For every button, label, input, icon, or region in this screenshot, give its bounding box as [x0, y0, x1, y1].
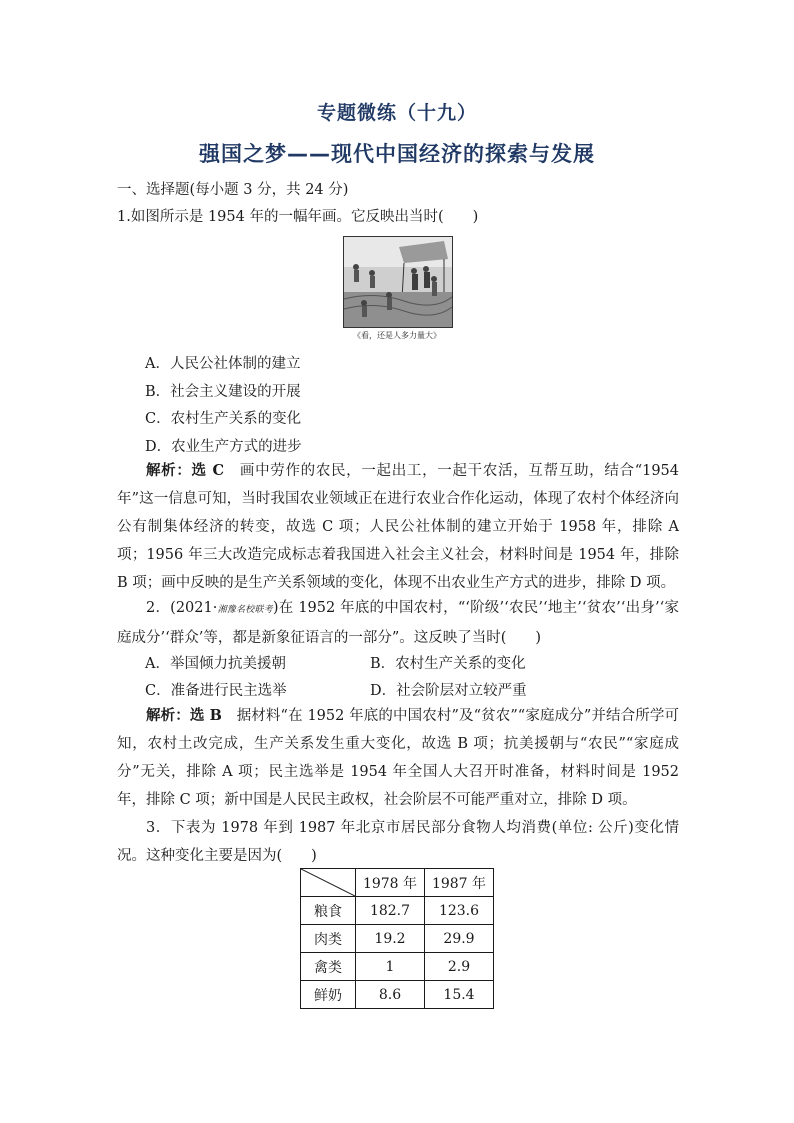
- page-title: 专题微练（十九）: [316, 102, 477, 124]
- q1-analysis: [117, 457, 679, 597]
- painting-illustration: [344, 237, 452, 327]
- q1-option-c: C．农村生产关系的变化: [145, 411, 302, 427]
- table-cell: 8.6: [356, 981, 425, 1009]
- table-cell: 肉类: [301, 925, 356, 953]
- table-cell: 粮食: [301, 897, 356, 925]
- q2-option-a: A．举国倾力抗美援朝: [145, 656, 286, 672]
- page-subtitle: 强国之梦——现代中国经济的探索与发展: [199, 142, 595, 166]
- q2-option-b: B．农村生产关系的变化: [370, 656, 526, 672]
- table-cell: 2.9: [425, 953, 494, 981]
- q2-option-d: D．社会阶层对立较严重: [370, 683, 527, 699]
- q2-analysis: [117, 702, 679, 814]
- table-cell: 182.7: [356, 897, 425, 925]
- q1-option-d: D．农业生产方式的进步: [145, 439, 302, 455]
- table-cell: 123.6: [425, 897, 494, 925]
- consumption-table: [300, 868, 494, 1009]
- table-cell: 1: [356, 953, 425, 981]
- table-cell: 19.2: [356, 925, 425, 953]
- table-cell: 15.4: [425, 981, 494, 1009]
- table-row: [301, 953, 494, 981]
- table-header-cell: 1978 年: [356, 869, 425, 897]
- table-corner-cell: [301, 869, 356, 897]
- table-cell: 鲜奶: [301, 981, 356, 1009]
- diagonal-line: [301, 869, 355, 896]
- table-header-row: [301, 869, 494, 897]
- q2-stem-text: )在 1952 年底的中国农村，“‘阶级’‘农民’‘地主’‘贫农’‘出身’‘家庭成分’‘群众’等，都是新象征语言的一部分”。这反映了当时( ): [117, 600, 679, 646]
- new-year-painting-image: [343, 236, 453, 328]
- image-caption: 《看，还是人多力量大》: [353, 331, 441, 340]
- table-row: [301, 925, 494, 953]
- table-cell: 禽类: [301, 953, 356, 981]
- q1-analysis-label: 解析：选 C: [146, 462, 225, 479]
- q2-analysis-label: 解析：选 B: [146, 707, 222, 724]
- q2-number: 2．(2021·: [146, 600, 218, 616]
- q1-stem: 1.如图所示是 1954 年的一幅年画。它反映出当时( ): [117, 209, 479, 225]
- q3-stem: 3．下表为 1978 年到 1987 年北京市居民部分食物人均消费(单位: 公斤)变化情况。这种变化主要是因为( ): [117, 820, 679, 864]
- q1-option-a: A．人民公社体制的建立: [145, 356, 301, 372]
- table-cell: 29.9: [425, 925, 494, 953]
- q2-stem: [117, 594, 679, 652]
- table-row: [301, 981, 494, 1009]
- q2-analysis-text: 据材料“在 1952 年底的中国农村”及“贫农”“家庭成分”并结合所学可知，农村土改完成，生产关系发生重大变化，故选 B 项；抗美援朝与“农民”“家庭成分”无关，排除 A 项；民主选举是 1954 年全国人大召开时准备，材料时间是 1952 年，排除 C 项；新中国是人民民主政权，社会阶层不可能严重对立，排除 D 项。: [117, 708, 679, 808]
- section-heading: 一、选择题(每小题 3 分，共 24 分): [117, 182, 349, 198]
- table-header-cell: 1987 年: [425, 869, 494, 897]
- q2-source: 湘豫名校联考: [217, 605, 273, 615]
- q1-option-b: B．社会主义建设的开展: [145, 384, 301, 400]
- q1-analysis-text: 画中劳作的农民，一起出工，一起干农活，互帮互助，结合“1954 年”这一信息可知，当时我国农业领域正在进行农业合作化运动，体现了农村个体经济向公有制集体经济的转变，故选 C 项；人民公社体制的建立开始于 1958 年，排除 A 项；1956 年三大改造完成标志着我国进入社会主义社会，材料时间是 1954 年，排除 B 项；画中反映的是生产关系领域的变化，体现不出农业生产方式的进步，排除 D 项。: [117, 463, 680, 591]
- q2-option-c: C．准备进行民主选举: [145, 683, 287, 699]
- table-row: [301, 897, 494, 925]
